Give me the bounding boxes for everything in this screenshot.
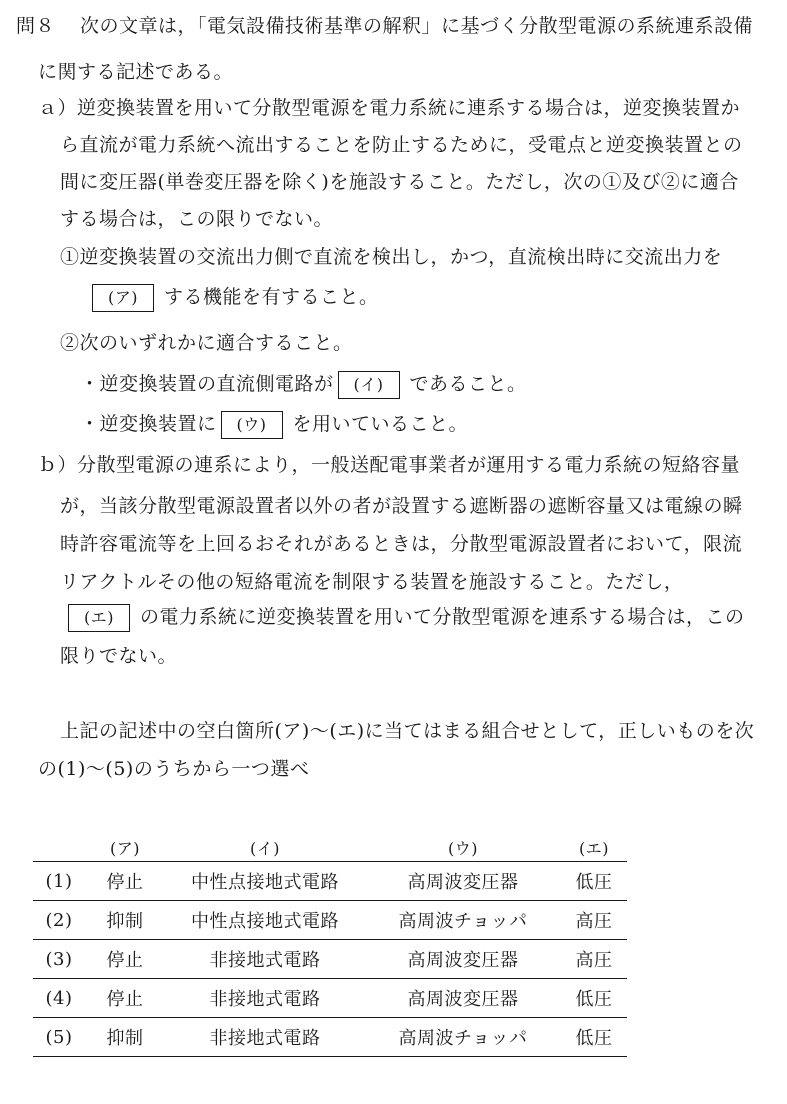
table-cell: 高圧: [575, 911, 613, 932]
bullet-2-post: を用いていること。: [292, 413, 469, 435]
table-cell: 停止: [106, 872, 144, 893]
condition-2-bullet-2: [80, 411, 468, 439]
item-b-line-3: 時許容電流等を上回るおそれがあるときは，分散型電源設置者において，限流: [60, 533, 743, 555]
table-cell: 低圧: [575, 872, 613, 893]
blank-i-box: (イ): [338, 371, 400, 399]
table-header-row: [33, 833, 627, 862]
bullet-1-post: であること。: [409, 373, 527, 395]
table-cell: 低圧: [575, 989, 613, 1010]
table-cell: 中性点接地式電路: [191, 911, 339, 932]
item-b-line-2: が，当該分散型電源設置者以外の者が設置する遮断器の遮断容量又は電線の瞬: [60, 495, 743, 517]
table-row: [33, 1018, 627, 1057]
table-cell: (5): [45, 1026, 73, 1048]
item-b-line-5: [64, 604, 745, 632]
question-prompt-line-2: の(1)～(5)のうちから一つ選べ: [38, 758, 310, 780]
table-cell: 高周波変圧器: [407, 989, 519, 1010]
item-a-line-2: ら直流が電力系統へ流出することを防止するために，受電点と逆変換装置との: [60, 134, 743, 156]
table-cell: (4): [45, 987, 73, 1009]
question-number: 問８: [16, 15, 56, 37]
table-cell: 停止: [106, 989, 144, 1010]
condition-1-text: する機能を有すること。: [164, 286, 379, 308]
blank-a-box: (ア): [92, 284, 154, 312]
table-cell: 非接地式電路: [209, 950, 321, 971]
table-header-cell: (ア): [110, 838, 140, 858]
table-row: [33, 862, 627, 901]
table-cell: 高周波チョッパ: [398, 1028, 528, 1049]
intro-line-2: に関する記述である。: [38, 61, 234, 83]
table-header-cell: [33, 833, 85, 862]
item-b-line-1: ｂ）分散型電源の連系により，一般送配電事業者が運用する電力系統の短絡容量: [38, 454, 741, 476]
table-cell: 高周波チョッパ: [398, 911, 528, 932]
table-cell: (2): [45, 909, 73, 931]
table-cell: 高周波変圧器: [407, 950, 519, 971]
table-cell: 非接地式電路: [209, 989, 321, 1010]
table-row: [33, 979, 627, 1018]
blank-u-box: (ウ): [221, 411, 283, 439]
table-row: [33, 940, 627, 979]
condition-2: ②次のいずれかに適合すること。: [60, 332, 353, 354]
item-b-line-4: リアクトルその他の短絡電流を制限する装置を施設すること。ただし，: [60, 571, 684, 593]
table-cell: (1): [45, 870, 73, 892]
choices-table: [33, 833, 627, 1057]
item-a-line-4: する場合は，この限りでない。: [60, 208, 334, 230]
condition-1-line-1: ①逆変換装置の交流出力側で直流を検出し，かつ，直流検出時に交流出力を: [60, 246, 723, 268]
item-a-line-1: ａ）逆変換装置を用いて分散型電源を電力系統に連系する場合は，逆変換装置か: [38, 97, 741, 119]
table-cell: 抑制: [106, 911, 144, 932]
table-header-cell: (イ): [250, 838, 280, 858]
intro-line-1: 次の文章は，「電気設備技術基準の解釈」に基づく分散型電源の系統連系設備: [80, 15, 754, 37]
table-cell: 低圧: [575, 1028, 613, 1049]
table-cell: 高周波変圧器: [407, 872, 519, 893]
table-cell: 高圧: [575, 950, 613, 971]
table-cell: 非接地式電路: [209, 1028, 321, 1049]
item-b-line-6: 限りでない。: [60, 645, 178, 667]
condition-1-line-2: [88, 284, 379, 312]
blank-e-box: (エ): [68, 604, 130, 632]
table-header-cell: (エ): [579, 838, 609, 858]
table-header-cell: (ウ): [448, 838, 478, 858]
bullet-1-pre: ・逆変換装置の直流側電路が: [80, 373, 334, 395]
table-cell: (3): [45, 948, 73, 970]
item-a-line-3: 間に変圧器(単巻変圧器を除く)を施設すること。ただし，次の①及び②に適合: [60, 171, 739, 193]
question-prompt-line-1: 上記の記述中の空白箇所(ア)～(エ)に当てはまる組合せとして，正しいものを次: [60, 720, 755, 742]
condition-2-bullet-1: [80, 371, 527, 399]
table-cell: 停止: [106, 950, 144, 971]
item-b-line-5-text: の電力系統に逆変換装置を用いて分散型電源を連系する場合は，この: [140, 606, 745, 628]
table-row: [33, 901, 627, 940]
bullet-2-pre: ・逆変換装置に: [80, 413, 217, 435]
table-cell: 抑制: [106, 1028, 144, 1049]
table-cell: 中性点接地式電路: [191, 872, 339, 893]
